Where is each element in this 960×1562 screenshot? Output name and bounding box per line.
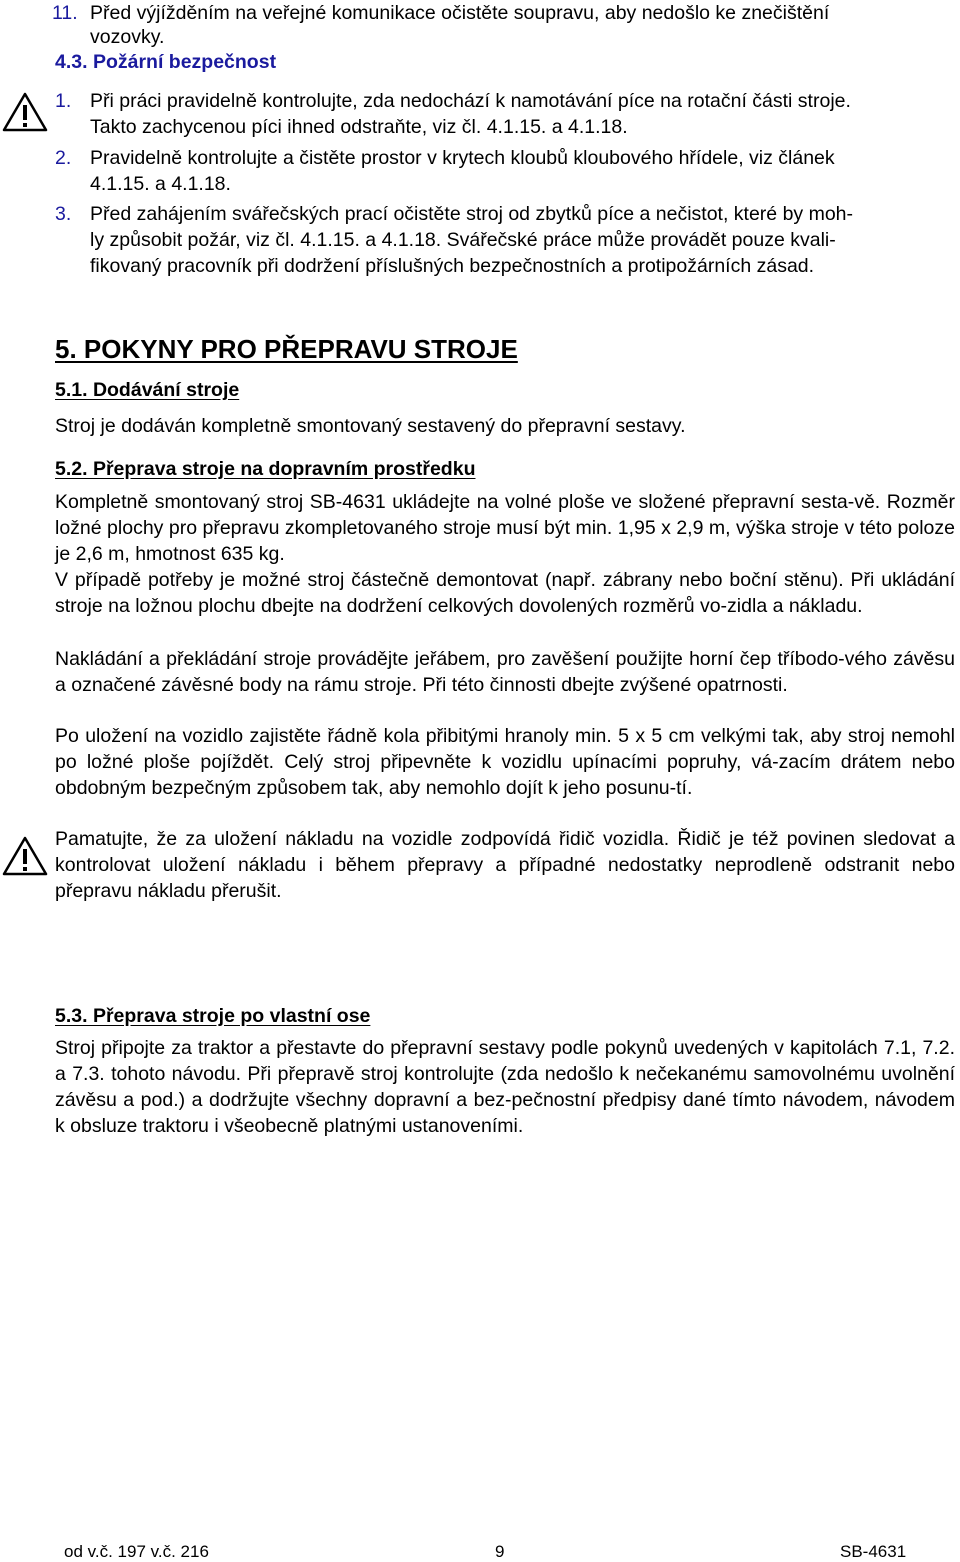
section-5-2-paragraph-5: Pamatujte, že za uložení nákladu na vozidle zodpovídá řidič vozidla. Řidič je též povinen sledovat a kontrolovat uložení nákladu i během přepravy a případné nedostatky neprodleně odstranit nebo přepravu nákladu přerušit. bbox=[55, 828, 955, 902]
footer-model: SB-4631 bbox=[840, 1542, 907, 1561]
fire-safety-item-2-continued: 4.1.15. a 4.1.18. bbox=[90, 173, 231, 195]
section-heading-5-3: 5.3. Přeprava stroje po vlastní ose bbox=[55, 1005, 371, 1027]
list-item-11 bbox=[52, 0, 829, 26]
section-heading-5-1: 5.1. Dodávání stroje bbox=[55, 379, 240, 401]
list-item-text: Pravidelně kontrolujte a čistěte prostor v krytech kloubů kloubového hřídele, viz článek bbox=[90, 147, 835, 169]
list-number: 11. bbox=[52, 2, 78, 24]
list-item-text: Před zahájením svářečských prací očistěte stroj od zbytků píce a nečistot, které by moh- bbox=[90, 203, 854, 225]
list-item-text: Před výjížděním na veřejné komunikace očistěte soupravu, aby nedošlo ke znečištění bbox=[90, 2, 830, 24]
footer-page-number: 9 bbox=[495, 1542, 505, 1561]
fire-safety-item-3 bbox=[55, 201, 853, 227]
section-heading-5-2: 5.2. Přeprava stroje na dopravním prostředku bbox=[55, 458, 476, 480]
fire-safety-item-2 bbox=[55, 145, 835, 171]
fire-safety-item-3-line-2: ly způsobit požár, viz čl. 4.1.15. a 4.1.18. Svářečské práce může provádět pouze kvali- bbox=[90, 229, 836, 251]
section-5-1-text: Stroj je dodáván kompletně smontovaný sestavený do přepravní sestavy. bbox=[55, 415, 686, 437]
section-5-2-paragraph-1: Kompletně smontovaný stroj SB-4631 ukládejte na volné ploše ve složené přepravní sesta-vě. Rozměr ložné plochy pro přepravu zkompletovaného stroje musí být min. 1,95 x 2,9 m, výška stroje v této poloze je 2,6 m, hmotnost 635 kg. bbox=[55, 491, 955, 565]
list-number: 1. bbox=[55, 90, 72, 112]
section-heading-4-3: 4.3. Požární bezpečnost bbox=[55, 51, 277, 73]
section-5-2-paragraph-3: Nakládání a překládání stroje provádějte jeřábem, pro zavěšení použijte horní čep tříbodo-vého závěsu a označené závěsné body na rámu stroje. Při této činnosti dbejte zvýšené opatrnosti. bbox=[55, 648, 955, 696]
section-5-2-paragraph-2: V případě potřeby je možné stroj částečně demontovat (např. zábrany nebo boční stěnu). Při ukládání stroje na ložnou plochu dbejte na dodržení celkových dovolených rozměrů vo-zidla a nákladu. bbox=[55, 569, 955, 617]
warning-triangle-icon bbox=[2, 92, 48, 132]
list-item-11-continued: vozovky. bbox=[90, 26, 165, 48]
fire-safety-item-1-continued: Takto zachycenou píci ihned odstraňte, viz čl. 4.1.15. a 4.1.18. bbox=[90, 116, 628, 138]
section-heading-5: 5. POKYNY PRO PŘEPRAVU STROJE bbox=[55, 334, 518, 364]
fire-safety-item-1 bbox=[55, 88, 851, 114]
fire-safety-item-3-line-3: fikovaný pracovník při dodržení příslušných bezpečnostních a protipožárních zásad. bbox=[90, 255, 815, 277]
list-number: 3. bbox=[55, 203, 72, 225]
section-5-3-text: Stroj připojte za traktor a přestavte do přepravní sestavy podle pokynů uvedených v kapitolách 7.1, 7.2. a 7.3. tohoto návodu. Při přepravě stroj kontrolujte (zda nedošlo k nečekanému samovolnému uvolnění závěsu a pod.) a dodržujte všechny dopravní a bez-pečnostní předpisy dané tímto návodem, návodem k obsluze traktoru i všeobecně platnými ustanoveními. bbox=[55, 1037, 955, 1137]
section-5-2-paragraph-4: Po uložení na vozidlo zajistěte řádně kola přibitými hranoly min. 5 x 5 cm velkými tak, aby stroj nemohl po ložné ploše pojíždět. Celý stroj připevněte k vozidlu upínacími popruhy, vá-zacím drátem nebo obdobným bezpečným způsobem tak, aby nemohlo dojít k jeho posunu-tí. bbox=[55, 725, 955, 799]
list-item-text: Při práci pravidelně kontrolujte, zda nedochází k namotávání píce na rotační části stroje. bbox=[90, 90, 851, 112]
footer-serial-range: od v.č. 197 v.č. 216 bbox=[64, 1542, 209, 1561]
warning-triangle-icon bbox=[2, 836, 48, 876]
list-number: 2. bbox=[55, 147, 72, 169]
